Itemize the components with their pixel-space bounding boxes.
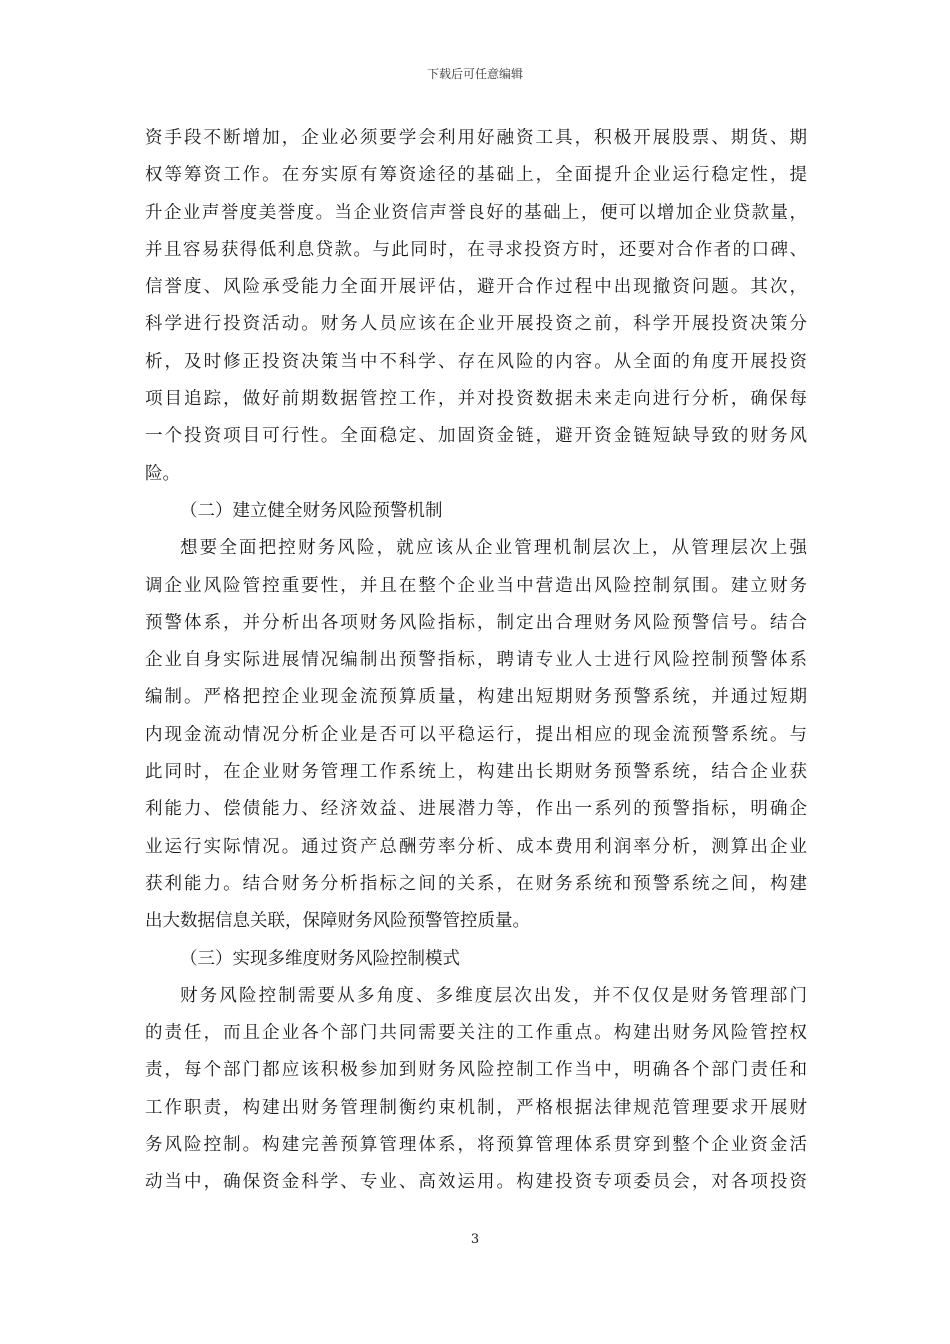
paragraph-line: 编制。严格把控企业现金流预算质量，构建出短期财务预警系统，并通过短期 [145,687,807,708]
paragraph-line: 项目追踪，做好前期数据管控工作，并对投资数据未来走向进行分析，确保每 [145,389,807,410]
body-text [145,120,807,1202]
paragraph-line: 获利能力。结合财务分析指标之间的关系，在财务系统和预警系统之间，构建 [145,873,807,894]
paragraph-line: 信誉度、风险承受能力全面开展评估，避开合作过程中出现撤资问题。其次， [145,277,807,298]
paragraph-line: 责，每个部门都应该积极参加到财务风险控制工作当中，明确各个部门责任和 [145,1060,807,1081]
paragraph-line: 科学进行投资活动。财务人员应该在企业开展投资之前，科学开展投资决策分 [145,314,807,335]
paragraph-line: 并且容易获得低利息贷款。与此同时，在寻求投资方时，还要对合作者的口碑、 [145,239,807,260]
section-heading: （三）实现多维度财务风险控制模式 [180,948,460,969]
page-number: 3 [470,1232,480,1247]
paragraph-line: 利能力、偿债能力、经济效益、进展潜力等，作出一系列的预警指标，明确企 [145,799,807,820]
section-heading: （二）建立健全财务风险预警机制 [180,500,443,521]
paragraph-line: 调企业风险管控重要性，并且在整个企业当中营造出风险控制氛围。建立财务 [145,575,807,596]
paragraph-line: 析，及时修正投资决策当中不科学、存在风险的内容。从全面的角度开展投资 [145,351,807,372]
paragraph-line: 工作职责，构建出财务管理制衡约束机制，严格根据法律规范管理要求开展财 [145,1097,807,1118]
paragraph-line: 动当中，确保资金科学、专业、高效运用。构建投资专项委员会，对各项投资 [145,1172,807,1193]
paragraph-line: 权等筹资工作。在夯实原有筹资途径的基础上，全面提升企业运行稳定性，提 [145,165,807,186]
page-header: 下载后可任意编辑 [426,67,523,81]
paragraph-line: 此同时，在企业财务管理工作系统上，构建出长期财务预警系统，结合企业获 [145,762,807,783]
paragraph-line: 出大数据信息关联，保障财务风险预警管控质量。 [145,911,530,932]
paragraph-line: 财务风险控制需要从多角度、多维度层次出发，并不仅仅是财务管理部门 [180,985,807,1006]
paragraph-line: 内现金流动情况分析企业是否可以平稳运行，提出相应的现金流预警系统。与 [145,724,807,745]
paragraph-line: 升企业声誉度美誉度。当企业资信声誉良好的基础上，便可以增加企业贷款量， [145,202,807,223]
paragraph-line: 险。 [145,463,180,484]
paragraph-line: 一个投资项目可行性。全面稳定、加固资金链，避开资金链短缺导致的财务风 [145,426,807,447]
paragraph-line: 务风险控制。构建完善预算管理体系，将预算管理体系贯穿到整个企业资金活 [145,1135,807,1156]
paragraph-line: 资手段不断增加，企业必须要学会利用好融资工具，积极开展股票、期货、期 [145,128,807,148]
paragraph-line: 的责任，而且企业各个部门共同需要关注的工作重点。构建出财务风险管控权 [145,1023,807,1044]
paragraph-line: 想要全面把控财务风险，就应该从企业管理机制层次上，从管理层次上强 [180,538,807,559]
paragraph-line: 企业自身实际进展情况编制出预警指标，聘请专业人士进行风险控制预警体系 [145,650,807,671]
paragraph-line: 业运行实际情况。通过资产总酬劳率分析、成本费用利润率分析，测算出企业 [145,836,807,857]
paragraph-line: 预警体系，并分析出各项财务风险指标，制定出合理财务风险预警信号。结合 [145,612,807,633]
